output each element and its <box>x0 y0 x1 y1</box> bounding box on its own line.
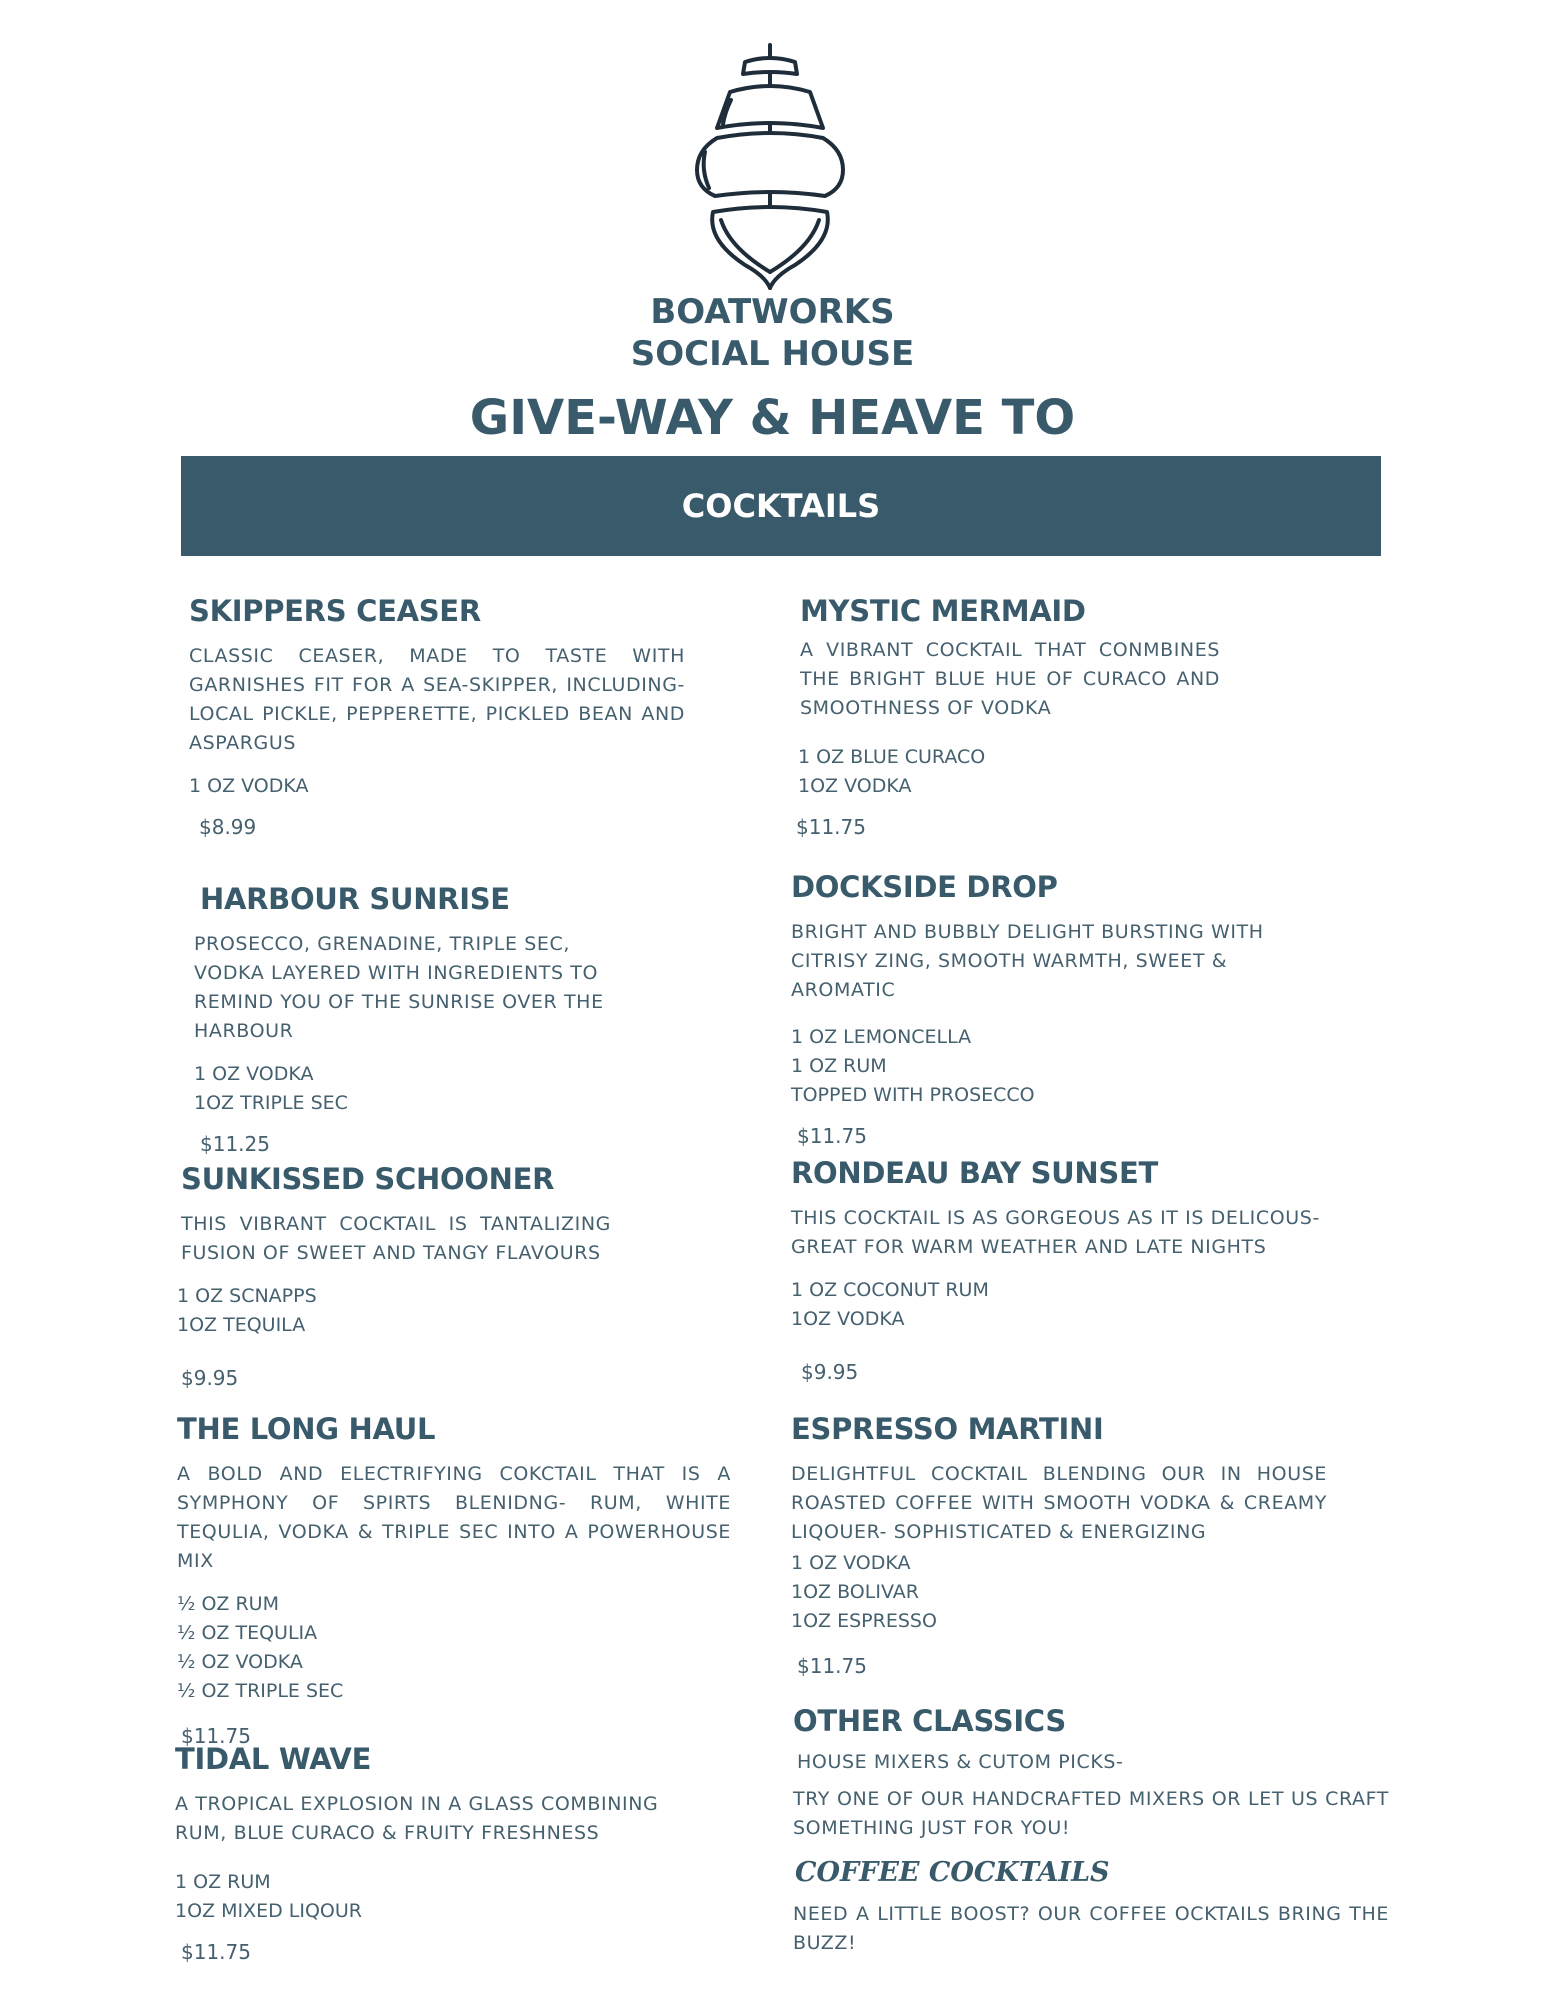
item-price: $11.75 <box>796 815 866 839</box>
ingredient: ½ OZ VODKA <box>177 1651 303 1673</box>
item-name: THE LONG HAUL <box>177 1412 436 1446</box>
ingredient: 1OZ TEQUILA <box>177 1314 306 1336</box>
ingredient: 1 OZ BLUE CURACO <box>798 746 986 768</box>
item-price: $9.95 <box>801 1360 859 1384</box>
item-description: CLASSIC CEASER, MADE TO TASTE WITH GARNISHES FIT FOR A SEA-SKIPPER, INCLUDING- LOCAL PICKLE, PEPPERETTE, PICKLED BEAN AND ASPARGUS <box>189 645 685 754</box>
item-name: SUNKISSED SCHOONER <box>181 1162 555 1196</box>
item-price: $11.25 <box>200 1132 270 1156</box>
menu-subtitle: GIVE-WAY & HEAVE TO <box>469 390 1076 446</box>
menu-item-harbour-sunrise <box>194 882 634 1156</box>
item-price: $11.75 <box>181 1940 251 1964</box>
item-ingredients <box>791 1549 1327 1636</box>
ingredient: 1OZ BOLIVAR <box>791 1581 919 1603</box>
ingredient: 1OZ TRIPLE SEC <box>194 1092 348 1114</box>
item-description: A BOLD AND ELECTRIFYING COKCTAIL THAT IS A SYMPHONY OF SPIRTS BLENIDNG- RUM, WHITE TEQULIA, VODKA & TRIPLE SEC INTO A POWERHOUSE MIX <box>177 1463 731 1572</box>
brand-line-2: SOCIAL HOUSE <box>630 334 915 374</box>
item-price: $8.99 <box>199 815 257 839</box>
menu-item-skippers-ceaser <box>189 594 685 839</box>
item-description: THIS COCKTAIL IS AS GORGEOUS AS IT IS DELICOUS- GREAT FOR WARM WEATHER AND LATE NIGHTS <box>791 1207 1320 1258</box>
brand-line-1: BOATWORKS <box>650 292 895 332</box>
item-description: THIS VIBRANT COCKTAIL IS TANTALIZING FUSION OF SWEET AND TANGY FLAVOURS <box>181 1213 611 1264</box>
ingredient: 1 OZ SCNAPPS <box>177 1285 317 1307</box>
ingredient: 1 OZ RUM <box>175 1871 271 1893</box>
item-ingredients <box>189 772 685 801</box>
ingredient: 1 OZ VODKA <box>194 1063 314 1085</box>
section-tagline: HOUSE MIXERS & CUTOM PICKS- <box>797 1751 1124 1773</box>
ingredient: 1 OZ VODKA <box>189 775 309 797</box>
menu-item-mystic-mermaid <box>796 594 1220 839</box>
ingredient: ½ OZ TRIPLE SEC <box>177 1680 344 1702</box>
item-description: A VIBRANT COCKTAIL THAT CONMBINES THE BRIGHT BLUE HUE OF CURACO AND SMOOTHNESS OF VODKA <box>800 639 1220 719</box>
section-description: TRY ONE OF OUR HANDCRAFTED MIXERS OR LET US CRAFT SOMETHING JUST FOR YOU! <box>793 1788 1389 1839</box>
menu-item-sunkissed-schooner <box>177 1162 611 1390</box>
section-title: COCKTAILS <box>681 487 881 525</box>
ingredient: TOPPED WITH PROSECCO <box>791 1084 1035 1106</box>
item-ingredients <box>194 1060 634 1118</box>
item-ingredients <box>177 1282 611 1340</box>
section-banner <box>181 456 1381 556</box>
ingredient: 1OZ VODKA <box>791 1308 905 1330</box>
item-ingredients <box>175 1868 701 1926</box>
section-heading: OTHER CLASSICS <box>793 1704 1066 1738</box>
ingredient: 1 OZ COCONUT RUM <box>791 1279 989 1301</box>
ingredient: 1OZ VODKA <box>798 775 912 797</box>
item-name: HARBOUR SUNRISE <box>200 882 510 916</box>
item-name: SKIPPERS CEASER <box>189 594 481 628</box>
item-ingredients <box>791 1023 1331 1110</box>
item-name: RONDEAU BAY SUNSET <box>791 1156 1158 1190</box>
ship-icon <box>675 40 865 290</box>
menu-item-the-long-haul <box>177 1412 731 1748</box>
coffee-description: NEED A LITTLE BOOST? OUR COFFEE OCKTAILS BRING THE BUZZ! <box>793 1903 1389 1954</box>
menu-item-espresso-martini <box>791 1412 1327 1678</box>
item-name: MYSTIC MERMAID <box>800 594 1086 628</box>
ingredient: 1 OZ RUM <box>791 1055 887 1077</box>
menu-item-tidal-wave <box>175 1742 701 1964</box>
ingredient: 1 OZ VODKA <box>791 1552 911 1574</box>
item-name: ESPRESSO MARTINI <box>791 1412 1104 1446</box>
coffee-cocktails-heading: COFFEE COCKTAILS <box>795 1857 1110 1888</box>
item-description: DELIGHTFUL COCKTAIL BLENDING OUR IN HOUSE ROASTED COFFEE WITH SMOOTH VODKA & CREAMY LIQOUER- SOPHISTICATED & ENERGIZING <box>791 1463 1327 1543</box>
item-name: DOCKSIDE DROP <box>791 870 1058 904</box>
other-classics-section <box>793 1704 1389 1972</box>
item-name: TIDAL WAVE <box>175 1742 372 1776</box>
item-price: $11.75 <box>797 1124 867 1148</box>
ingredient: ½ OZ RUM <box>177 1593 279 1615</box>
item-ingredients <box>791 1276 1351 1334</box>
item-ingredients <box>798 743 1220 801</box>
item-description: BRIGHT AND BUBBLY DELIGHT BURSTING WITH CITRISY ZING, SMOOTH WARMTH, SWEET & AROMATIC <box>791 921 1264 1001</box>
menu-item-rondeau-bay-sunset <box>791 1156 1351 1384</box>
item-price: $11.75 <box>181 1724 251 1748</box>
item-ingredients <box>177 1590 731 1706</box>
ingredient: 1OZ MIXED LIQOUR <box>175 1900 362 1922</box>
item-price: $11.75 <box>797 1654 867 1678</box>
ingredient: 1 OZ LEMONCELLA <box>791 1026 972 1048</box>
ingredient: 1OZ ESPRESSO <box>791 1610 937 1632</box>
item-description: PROSECCO, GRENADINE, TRIPLE SEC, VODKA LAYERED WITH INGREDIENTS TO REMIND YOU OF THE SUNRISE OVER THE HARBOUR <box>194 933 604 1042</box>
menu-item-dockside-drop <box>791 870 1331 1148</box>
ingredient: ½ OZ TEQULIA <box>177 1622 318 1644</box>
item-description: A TROPICAL EXPLOSION IN A GLASS COMBINING RUM, BLUE CURACO & FRUITY FRESHNESS <box>175 1793 659 1844</box>
item-price: $9.95 <box>181 1366 239 1390</box>
